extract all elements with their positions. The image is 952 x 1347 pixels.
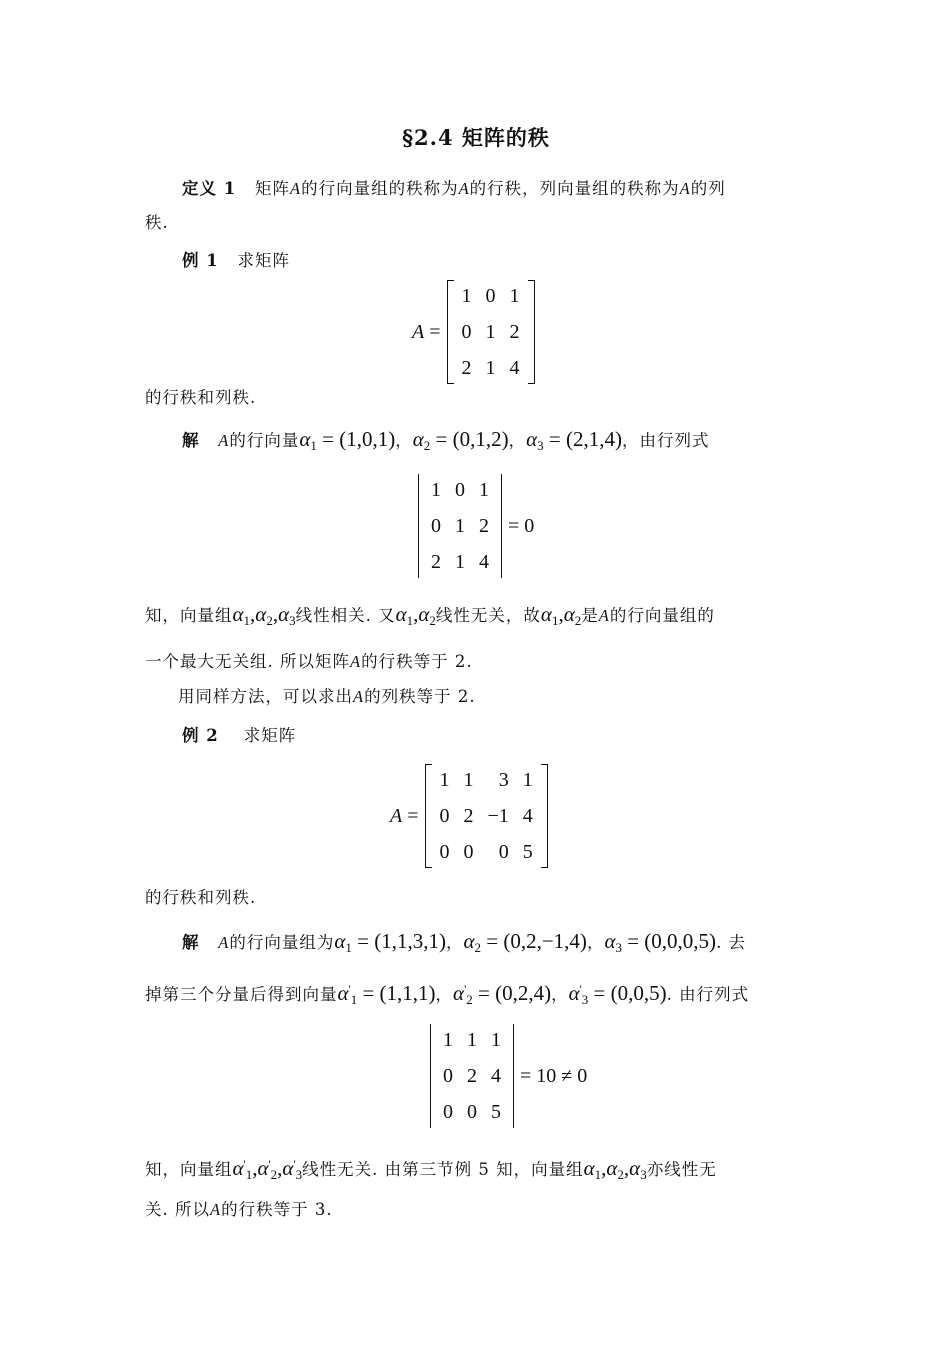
text: 的列秩等于 2. — [364, 687, 476, 706]
matrix-cell: 4 — [479, 550, 489, 573]
var-a: A — [218, 933, 230, 952]
ex1-conclusion-line-1: 知，向量组$\alpha_1,\alpha_2,\alpha_3$线性相关. 又$\alpha_1,\alpha_2$线性无关，故$\alpha_1,\alpha_2$是A的行向量组的 — [145, 602, 715, 628]
var-a: A — [289, 179, 302, 198]
determinant-grid — [436, 1022, 508, 1130]
text: 的行向量组的 — [609, 606, 715, 625]
var-a: A — [679, 179, 691, 198]
alpha-1-prime-value: = (1,1,1) — [362, 981, 436, 1005]
matrix-row — [436, 1022, 508, 1058]
alpha-3-value: = (2,1,4) — [548, 427, 622, 451]
ex1-after-text: 的行秩和列秩. — [145, 388, 257, 407]
matrix-cell: 1 — [467, 1028, 477, 1051]
text: 一个最大无关组. 所以矩阵 — [145, 652, 350, 671]
definition-1-line-2: 秩. — [145, 213, 169, 232]
text: 掉第三个分量后得到向量 — [145, 985, 338, 1004]
text: 关. 所以 — [145, 1200, 210, 1219]
matrix-row — [433, 798, 540, 834]
example-prompt: 求矩阵 — [237, 251, 290, 270]
alpha-1-value: = (1,0,1) — [322, 427, 396, 451]
matrix-cell: 1 — [455, 514, 465, 537]
ex1-conclusion-line-3 — [178, 686, 476, 708]
matrix-cell: 0 — [431, 514, 441, 537]
text: 用同样方法，可以求出 — [178, 687, 353, 706]
def-text: 的行向量组的秩称为 — [301, 179, 459, 198]
matrix-row — [455, 314, 527, 350]
ex1-conclusion-line-2 — [145, 651, 473, 673]
matrix-cell: 1 — [479, 478, 489, 501]
def-text: 的行秩，列向量组的秩称为 — [469, 179, 680, 198]
text: 线性相关. 又 — [295, 606, 396, 625]
text: 知，向量组 — [145, 1160, 233, 1179]
matrix-cell: 1 — [485, 320, 496, 343]
ex2-solution-line-2: 掉第三个分量后得到向量$\alpha'_1 = (1,1,1)$，$\alpha'_2 = (0,2,4)$，$\alpha'_3 = (0,0,5)$. 由行列式 — [145, 981, 750, 1007]
var-a: A — [390, 804, 403, 827]
matrix-row — [433, 762, 540, 798]
matrix-cell: 2 — [461, 356, 472, 379]
text: 线性无关，故 — [435, 606, 541, 625]
matrix-cell: 2 — [509, 320, 520, 343]
matrix-row — [455, 350, 527, 386]
matrix-cell: 1 — [463, 768, 474, 791]
matrix-cell: 3 — [498, 768, 509, 791]
alpha-2-value: = (0,2,−1,4) — [486, 929, 587, 953]
ex2-after-text: 的行秩和列秩. — [145, 888, 257, 907]
matrix-cell: 2 — [467, 1064, 477, 1087]
text: 亦线性无 — [646, 1160, 717, 1179]
var-a: A — [350, 652, 362, 671]
matrix-cell: −1 — [487, 804, 509, 827]
matrix-row — [436, 1094, 508, 1130]
alpha-1-value: = (1,1,3,1) — [357, 929, 446, 953]
ex2-conclusion-line-1: 知，向量组$\alpha'_1,\alpha'_2,\alpha'_3$线性无关. 由第三节例 5 知，向量组$\alpha_1,\alpha_2,\alpha_3$亦线性无 — [145, 1156, 717, 1182]
alpha-3-value: = (0,0,0,5) — [627, 929, 717, 953]
determinant-result: = 10 ≠ 0 — [520, 1064, 588, 1087]
example-2-heading — [182, 725, 296, 747]
solution-tail: ，由行列式 — [621, 431, 710, 450]
matrix-cell: 2 — [463, 804, 474, 827]
matrix-cell: 1 — [443, 1028, 453, 1051]
var-a: A — [218, 431, 230, 450]
matrix-cell: 1 — [461, 284, 472, 307]
ex1-solution-line: 解 A的行向量$\alpha_1 = (1,0,1)$，$\alpha_2 = (0,1,2)$，$\alpha_3 = (2,1,4)$，由行列式 — [182, 427, 710, 453]
matrix-row — [424, 472, 496, 508]
matrix-a-ex2: A = 1 1 3 1 0 2 −1 4 0 0 0 5 — [390, 762, 548, 870]
matrix-cell: 0 — [443, 1064, 453, 1087]
matrix-a-ex1: A = 1 0 1 0 1 2 2 1 4 — [412, 278, 535, 386]
matrix-cell: 0 — [455, 478, 465, 501]
matrix-cell: 0 — [439, 804, 450, 827]
text: 是 — [581, 606, 599, 625]
definition-1-line-1 — [182, 178, 726, 200]
var-a: A — [458, 179, 470, 198]
matrix-cell: 5 — [522, 840, 533, 863]
matrix-cell: 1 — [491, 1028, 501, 1051]
text: 的行向量组为 — [229, 933, 335, 952]
matrix-row — [436, 1058, 508, 1094]
matrix-grid — [455, 278, 527, 386]
solution-label: 解 — [182, 933, 200, 952]
matrix-cell: 5 — [491, 1100, 501, 1123]
solution-label: 解 — [182, 431, 200, 450]
matrix-cell: 1 — [431, 478, 441, 501]
section-title: §2.4 矩阵的秩 — [402, 125, 550, 150]
matrix-cell: 4 — [522, 804, 533, 827]
matrix-cell: 1 — [509, 284, 520, 307]
matrix-cell: 1 — [485, 356, 496, 379]
definition-label: 定义 1 — [182, 179, 237, 198]
def-text: 矩阵 — [254, 179, 290, 198]
matrix-cell: 0 — [467, 1100, 477, 1123]
determinant-grid — [424, 472, 496, 580]
matrix-cell: 0 — [463, 840, 474, 863]
matrix-cell: 0 — [439, 840, 450, 863]
text: 的行秩等于 3. — [221, 1200, 333, 1219]
determinant-ex1 — [418, 472, 534, 580]
alpha-3-prime-value: = (0,0,5) — [593, 981, 667, 1005]
matrix-row — [424, 508, 496, 544]
determinant-result: = 0 — [508, 514, 535, 537]
alpha-2-value: = (0,1,2) — [435, 427, 509, 451]
text: . 由行列式 — [666, 985, 750, 1004]
matrix-cell: 0 — [485, 284, 496, 307]
alpha-2-prime-value: = (0,2,4) — [478, 981, 552, 1005]
text: . 去 — [716, 933, 747, 952]
var-a: A — [598, 606, 610, 625]
matrix-grid — [433, 762, 540, 870]
text: 知，向量组 — [145, 606, 233, 625]
matrix-cell: 0 — [461, 320, 472, 343]
matrix-cell: 1 — [522, 768, 533, 791]
example-label: 例 2 — [182, 726, 219, 745]
determinant-ex2 — [430, 1022, 587, 1130]
matrix-row — [424, 544, 496, 580]
matrix-cell: 2 — [431, 550, 441, 573]
matrix-row — [433, 834, 540, 870]
matrix-cell: 1 — [439, 768, 450, 791]
example-1-heading — [182, 250, 290, 272]
matrix-cell: 4 — [491, 1064, 501, 1087]
matrix-cell: 2 — [479, 514, 489, 537]
matrix-row — [455, 278, 527, 314]
ex2-conclusion-line-2 — [145, 1199, 333, 1221]
example-label: 例 1 — [182, 251, 219, 270]
var-a: A — [210, 1200, 222, 1219]
text: 的行秩等于 2. — [361, 652, 473, 671]
matrix-cell: 1 — [455, 550, 465, 573]
var-a: A — [412, 320, 425, 343]
example-prompt: 求矩阵 — [243, 726, 297, 745]
matrix-cell: 0 — [443, 1100, 453, 1123]
matrix-cell: 0 — [498, 840, 509, 863]
var-a: A — [353, 687, 365, 706]
ex2-solution-line-1: 解 A的行向量组为$\alpha_1 = (1,1,3,1)$，$\alpha_2 = (0,2,-1,4)$，$\alpha_3 = (0,0,0,5)$. 去 — [182, 929, 747, 955]
text: 线性无关. 由第三节例 5 知，向量组 — [302, 1160, 584, 1179]
def-text: 的列 — [690, 179, 726, 198]
matrix-cell: 4 — [509, 356, 520, 379]
solution-text: 的行向量 — [229, 431, 300, 450]
